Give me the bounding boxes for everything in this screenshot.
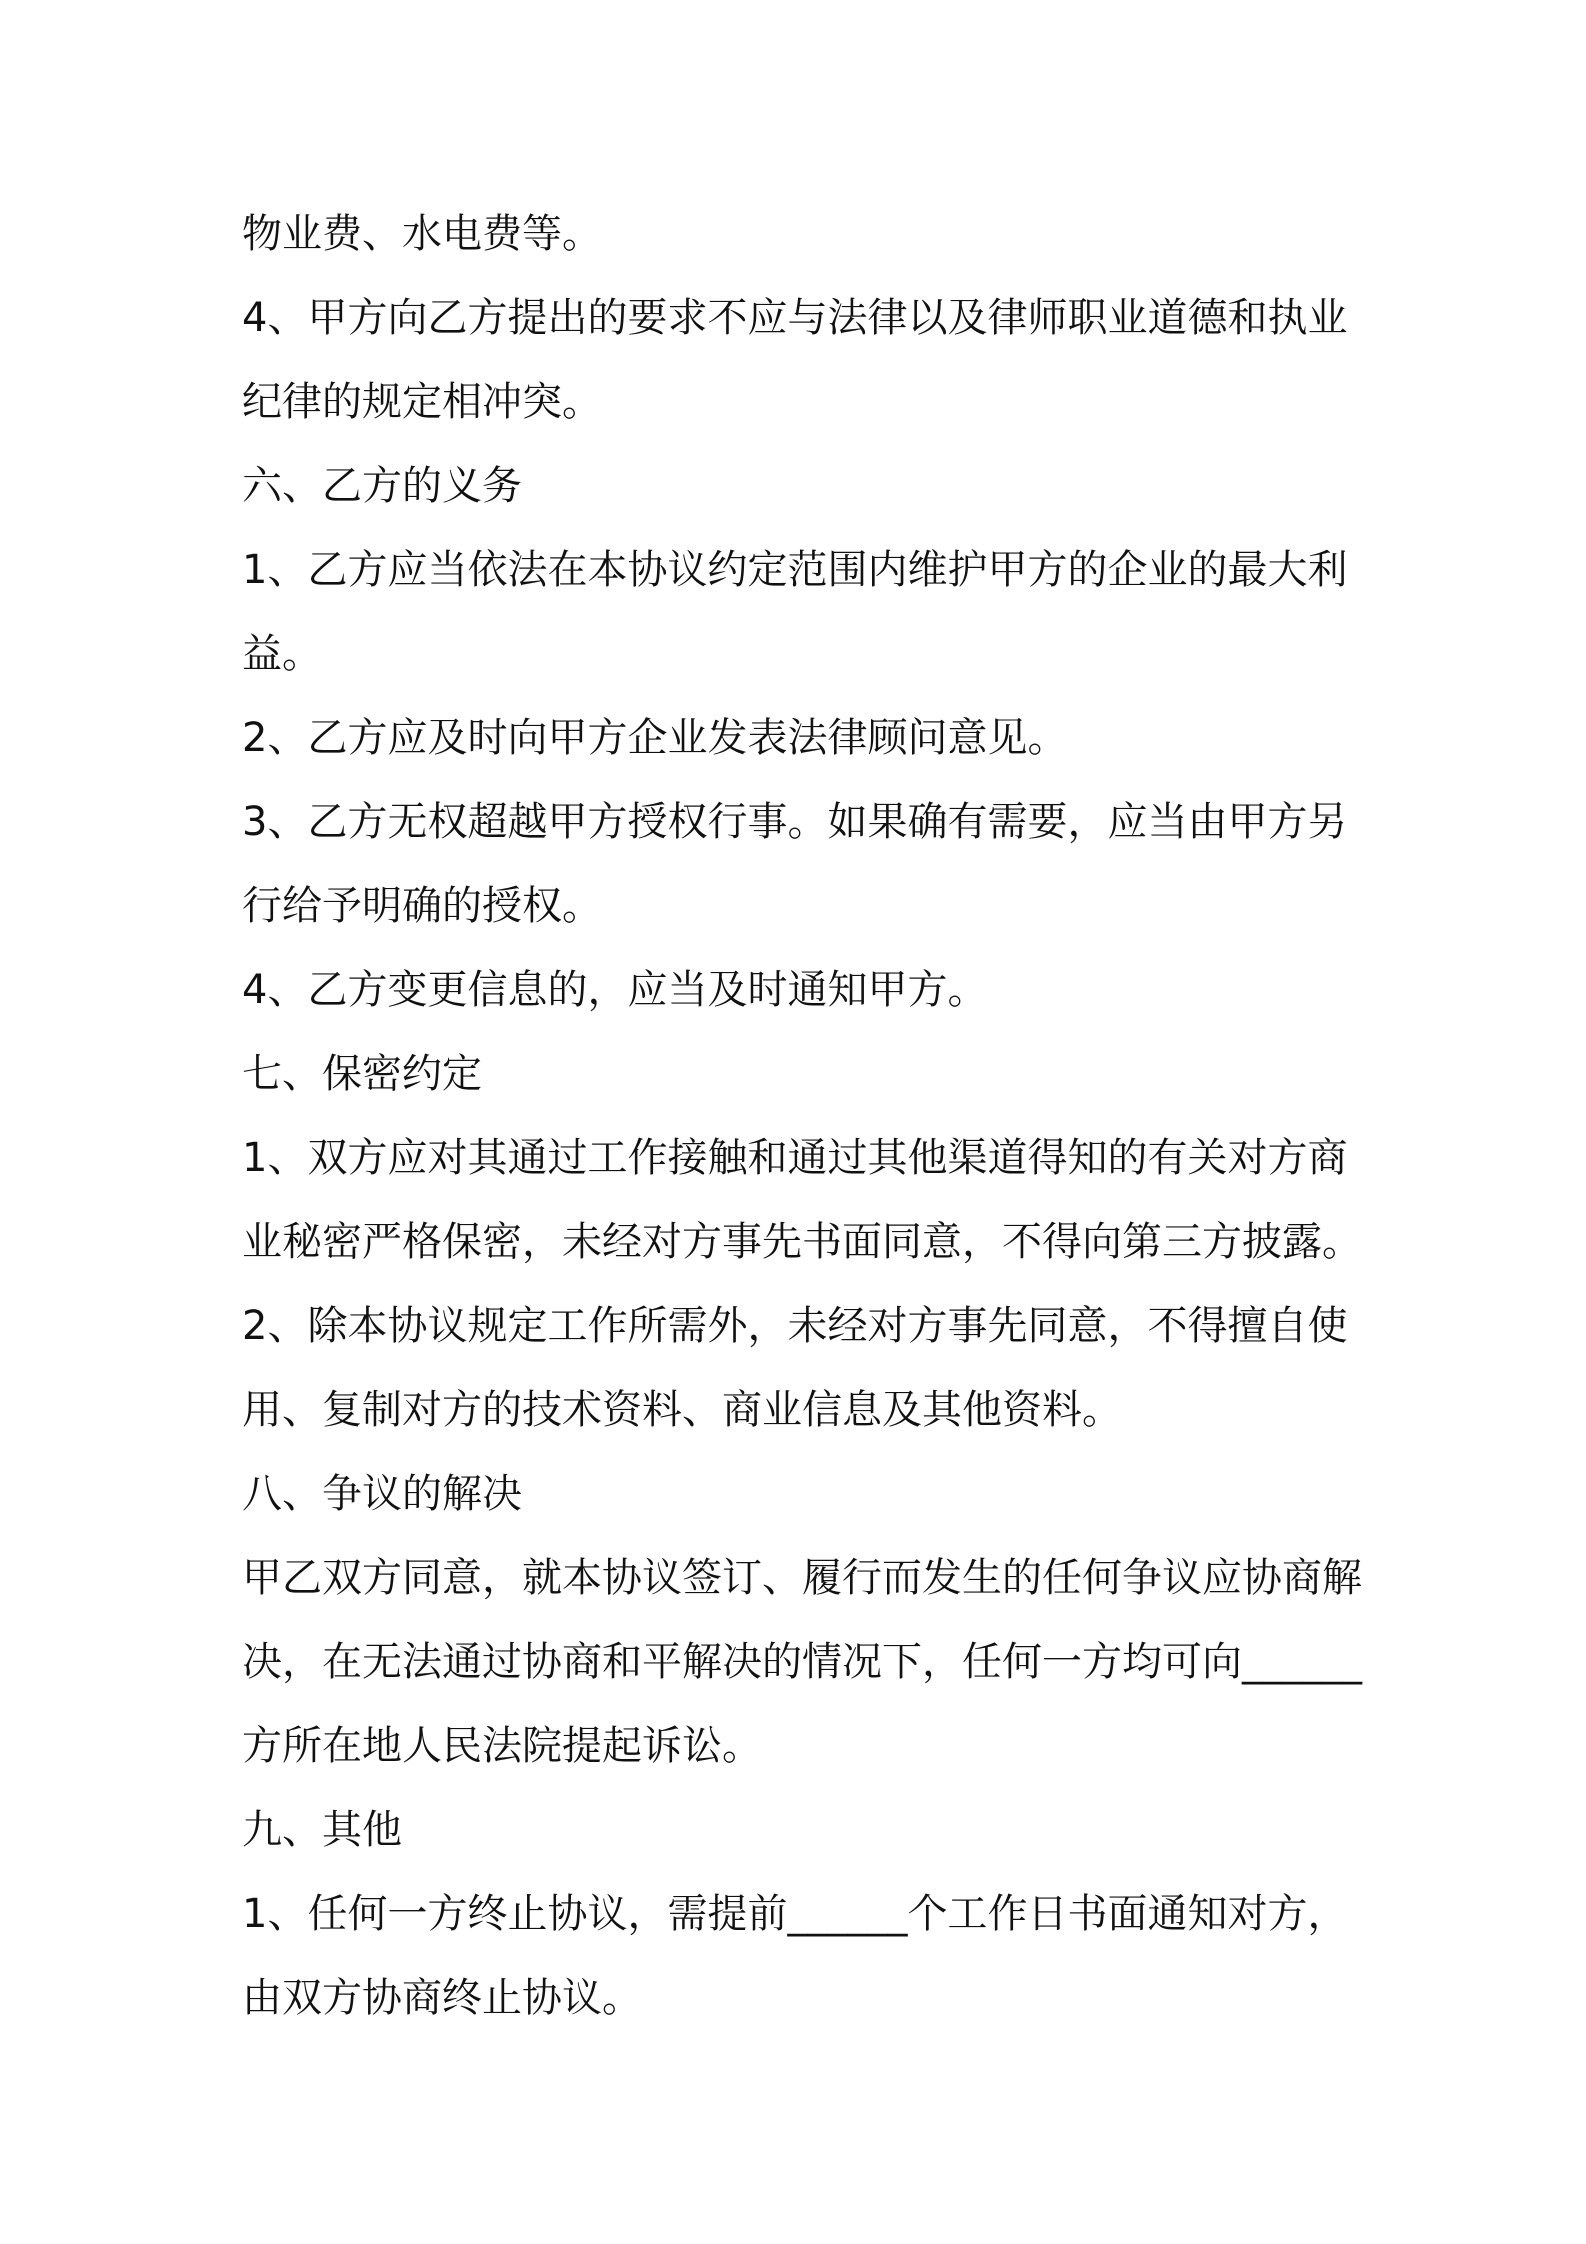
text-line: 用、复制对方的技术资料、商业信息及其他资料。 xyxy=(242,1387,1122,1433)
text-line: 1、乙方应当依法在本协议约定范围内维护甲方的企业的最大利 xyxy=(242,547,1348,593)
text-line: 业秘密严格保密，未经对方事先书面同意，不得向第三方披露。 xyxy=(242,1219,1362,1265)
section-heading: 九、其他 xyxy=(242,1807,402,1853)
section-heading: 八、争议的解决 xyxy=(242,1471,522,1517)
text-line: 方所在地人民法院提起诉讼。 xyxy=(242,1723,762,1769)
text-line: 益。 xyxy=(242,631,322,677)
text-line: 2、除本协议规定工作所需外，未经对方事先同意，不得擅自使 xyxy=(242,1303,1348,1349)
section-heading: 六、乙方的义务 xyxy=(242,463,522,509)
text-line: 1、任何一方终止协议，需提前______个工作日书面通知对方， xyxy=(242,1891,1348,1937)
text-line: 1、双方应对其通过工作接触和通过其他渠道得知的有关对方商 xyxy=(242,1135,1348,1181)
text-line: 4、甲方向乙方提出的要求不应与法律以及律师职业道德和执业 xyxy=(242,295,1348,341)
document-body xyxy=(242,192,1362,2040)
text-line: 行给予明确的授权。 xyxy=(242,883,602,929)
section-heading: 七、保密约定 xyxy=(242,1051,482,1097)
text-line: 物业费、水电费等。 xyxy=(242,211,602,257)
text-line: 3、乙方无权超越甲方授权行事。如果确有需要，应当由甲方另 xyxy=(242,799,1348,845)
text-line: 4、乙方变更信息的，应当及时通知甲方。 xyxy=(242,967,988,1013)
text-line: 甲乙双方同意，就本协议签订、履行而发生的任何争议应协商解 xyxy=(242,1555,1362,1601)
text-line: 纪律的规定相冲突。 xyxy=(242,379,602,425)
text-line: 决，在无法通过协商和平解决的情况下，任何一方均可向______ xyxy=(242,1639,1362,1685)
text-line: 由双方协商终止协议。 xyxy=(242,1975,642,2021)
text-line: 2、乙方应及时向甲方企业发表法律顾问意见。 xyxy=(242,715,1068,761)
